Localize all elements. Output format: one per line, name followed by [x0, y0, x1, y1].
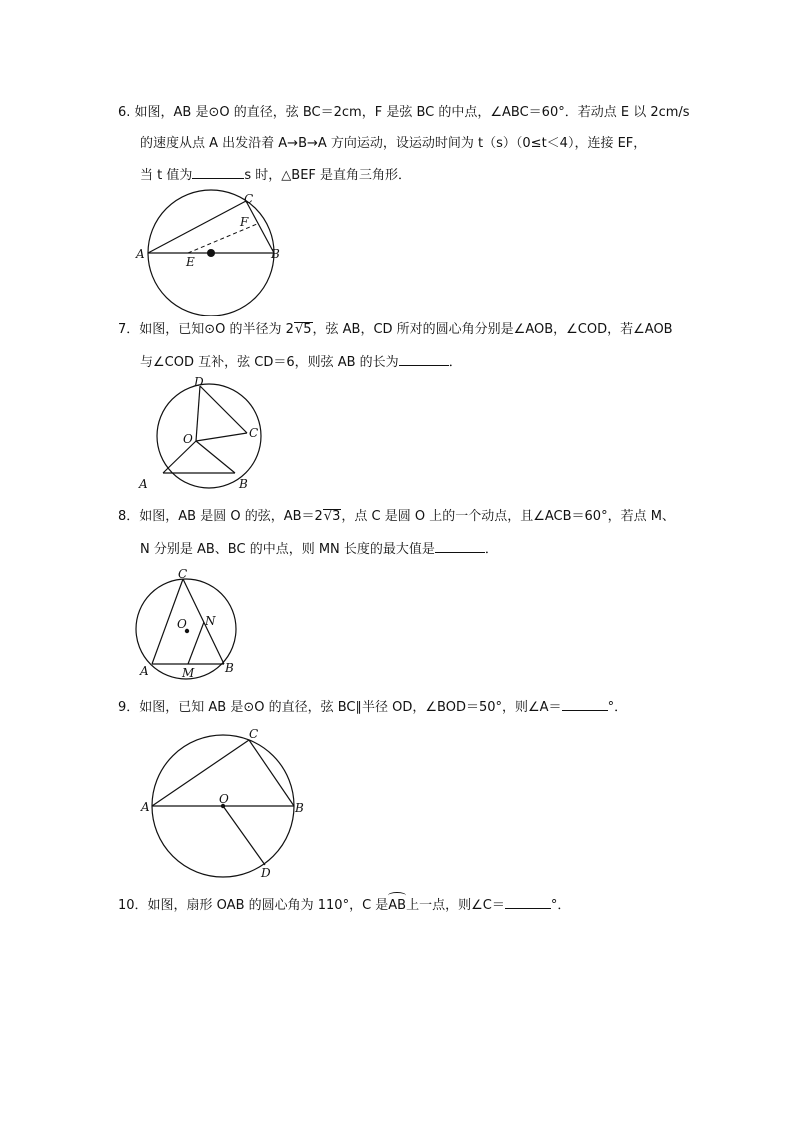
q8-label-m: M	[182, 666, 195, 680]
q7-label-a: A	[139, 477, 148, 491]
q7-text-1a: 7．如图，已知⊙O 的半径为 2	[118, 322, 294, 337]
q8-label-o: O	[177, 617, 187, 631]
q8-label-b: B	[225, 661, 234, 675]
q8-text-1b: ，点 C 是圆 O 上的一个动点，且∠ACB＝60°，若点 M、	[341, 509, 675, 524]
q8-sqrt-arg: 3	[332, 509, 341, 524]
q6-text-3b: s 时，△BEF 是直角三角形．	[244, 168, 412, 183]
q8-text-line-1	[118, 507, 675, 527]
q8-text-1a: 8．如图，AB 是圆 O 的弦，AB＝2	[118, 509, 323, 524]
q9-label-b: B	[295, 801, 304, 815]
q9-label-d: D	[261, 866, 271, 880]
q10-text-1a: 10．如图，扇形 OAB 的圆心角为 110°，C 是	[118, 898, 389, 913]
q7-text-line-2	[140, 351, 462, 373]
q6-text-3a: 当 t 值为	[140, 168, 193, 183]
q7-figure	[135, 372, 265, 494]
q7-label-c: C	[249, 426, 259, 440]
q10-arc-ab: AB	[388, 892, 406, 916]
q6-answer-blank[interactable]	[192, 164, 244, 179]
q6-text-line-2: 的速度从点 A 出发沿着 A→B→A 方向运动，设运动时间为 t（s）（0≤t＜4），连接 EF，	[140, 136, 647, 151]
q7-label-b: B	[239, 477, 248, 491]
q7-radius-od	[196, 386, 200, 441]
q7-circle	[157, 384, 261, 488]
q7-text-1b: ，弦 AB，CD 所对的圆心角分别是∠AOB，∠COD，若∠AOB	[312, 322, 673, 337]
q8-segment-mn	[188, 622, 204, 664]
q9-label-o: O	[219, 792, 229, 806]
q6-chord-ac	[148, 201, 246, 253]
q7-text-line-1	[118, 320, 673, 340]
q9-chord-bc	[249, 740, 294, 806]
q8-label-a: A	[140, 664, 149, 678]
q7-label-o: O	[183, 432, 193, 446]
q10-answer-blank[interactable]	[505, 894, 551, 909]
q8-figure	[130, 565, 245, 683]
q7-text-2b: ．	[448, 355, 462, 370]
q6-label-e: E	[186, 255, 195, 269]
q7-text-2a: 与∠COD 互补，弦 CD＝6，则弦 AB 的长为	[140, 355, 399, 370]
q6-label-a: A	[136, 247, 145, 261]
q8-label-c: C	[178, 567, 188, 581]
q6-text-line-1: 6. 如图，AB 是⊙O 的直径，弦 BC＝2cm，F 是弦 BC 的中点，∠ABC＝60°．若动点 E 以 2cm/s	[118, 105, 690, 120]
q10-text-line-1	[118, 892, 570, 916]
q7-radius-oc	[196, 433, 247, 441]
q9-chord-ac	[152, 740, 249, 806]
q8-text-2a: N 分别是 AB、BC 的中点，则 MN 长度的最大值是	[140, 542, 435, 557]
q7-sqrt-5: √5	[294, 322, 312, 337]
q8-answer-blank[interactable]	[435, 538, 485, 553]
q8-sqrt-3: √3	[323, 509, 341, 524]
q9-text-1a: 9．如图，已知 AB 是⊙O 的直径，弦 BC∥半径 OD，∠BOD＝50°，则∠A＝	[118, 700, 562, 715]
q7-answer-blank[interactable]	[399, 351, 449, 366]
q6-center-point	[207, 249, 215, 257]
q6-figure	[130, 188, 290, 316]
q7-chord-cd	[200, 386, 247, 433]
q6-label-f: F	[240, 215, 249, 229]
q6-chord-bc	[246, 201, 274, 253]
q8-text-line-2	[140, 538, 498, 560]
q9-label-c: C	[249, 727, 259, 741]
q6-text-line-3	[140, 164, 411, 186]
q7-sqrt-arg: 5	[303, 322, 312, 337]
q9-figure	[135, 722, 315, 882]
q9-text-line-1	[118, 696, 627, 718]
q10-text-1c: °．	[550, 898, 571, 913]
q10-text-1b: 上一点，则∠C＝	[406, 898, 505, 913]
q9-text-1b: °．	[607, 700, 628, 715]
q6-label-b: B	[271, 247, 280, 261]
q7-label-d: D	[194, 375, 204, 389]
q8-text-2b: ．	[484, 542, 498, 557]
q6-label-c: C	[244, 192, 254, 206]
q9-label-a: A	[141, 800, 150, 814]
q9-radius-od	[223, 806, 265, 865]
q7-radius-ob	[196, 441, 235, 473]
q8-chord-cb	[183, 579, 224, 664]
q8-label-n: N	[205, 614, 216, 628]
q9-answer-blank[interactable]	[562, 696, 608, 711]
